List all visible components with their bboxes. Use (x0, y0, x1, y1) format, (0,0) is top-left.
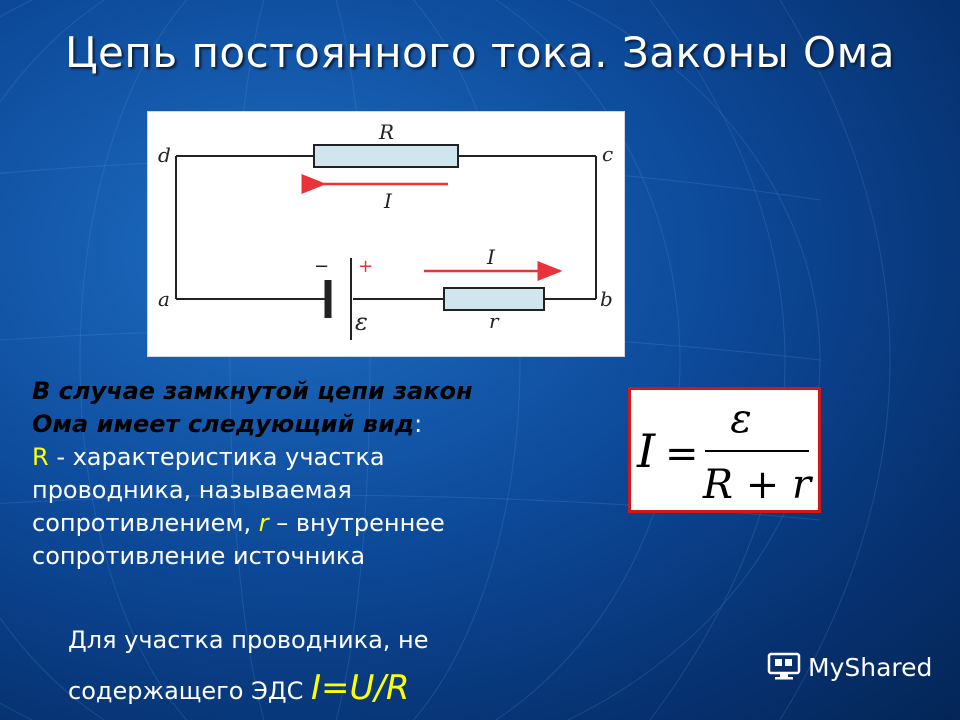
battery-plus-sign: + (358, 256, 374, 277)
r-desc-3: сопротивлением, (32, 509, 259, 537)
lead-line-2: Ома имеет следующий вид (32, 410, 415, 438)
symbol-R: R (32, 443, 49, 471)
r-desc-2: проводника, называемая (32, 476, 352, 504)
ohm-law-formula (631, 390, 818, 510)
r-description-row-1 (32, 441, 602, 474)
logo-text: MyShared (808, 652, 933, 682)
formula-equals: = (665, 431, 699, 477)
slide-title: Цепь постоянного тока. Законы Ома (64, 28, 896, 77)
lead-colon: : (414, 410, 423, 438)
node-a-label: a (158, 287, 170, 311)
formula-numerator: ε (730, 396, 752, 442)
resistor-R (314, 145, 458, 167)
node-b-label: b (600, 287, 613, 311)
battery-minus-sign: − (314, 256, 330, 277)
lead-line-1: В случае замкнутой цепи закон (32, 377, 473, 405)
circuit-diagram (147, 111, 625, 357)
node-c-label: c (602, 142, 614, 166)
symbol-r: r (258, 509, 269, 537)
note-line-2-row (68, 664, 608, 715)
resistor-r-label: r (489, 309, 499, 333)
r-description-row-3 (32, 507, 602, 540)
partial-circuit-note (68, 616, 608, 715)
explanation-text (32, 375, 602, 573)
note-formula: I=U/R (311, 668, 410, 708)
lead-line-2-row (32, 408, 602, 441)
r-desc-1: - характеристика участка (48, 443, 385, 471)
formula-lhs: I (637, 424, 656, 478)
emf-label: ε (355, 308, 368, 336)
note-line-1: Для участка проводника, не (68, 626, 429, 654)
resistor-R-label: R (379, 120, 395, 144)
r-desc-4: – внутреннее (268, 509, 445, 537)
note-line-2: содержащего ЭДС (68, 677, 311, 705)
current-bottom-label: I (487, 245, 495, 269)
myshared-logo (766, 652, 932, 682)
monitor-icon (766, 652, 802, 682)
formula-denominator: R + r (702, 462, 812, 508)
node-d-label: d (158, 143, 171, 167)
current-top-label: I (384, 189, 392, 213)
r-desc-5: сопротивление источника (32, 542, 366, 570)
resistor-r (444, 288, 544, 310)
ohm-law-formula-box (628, 387, 821, 513)
